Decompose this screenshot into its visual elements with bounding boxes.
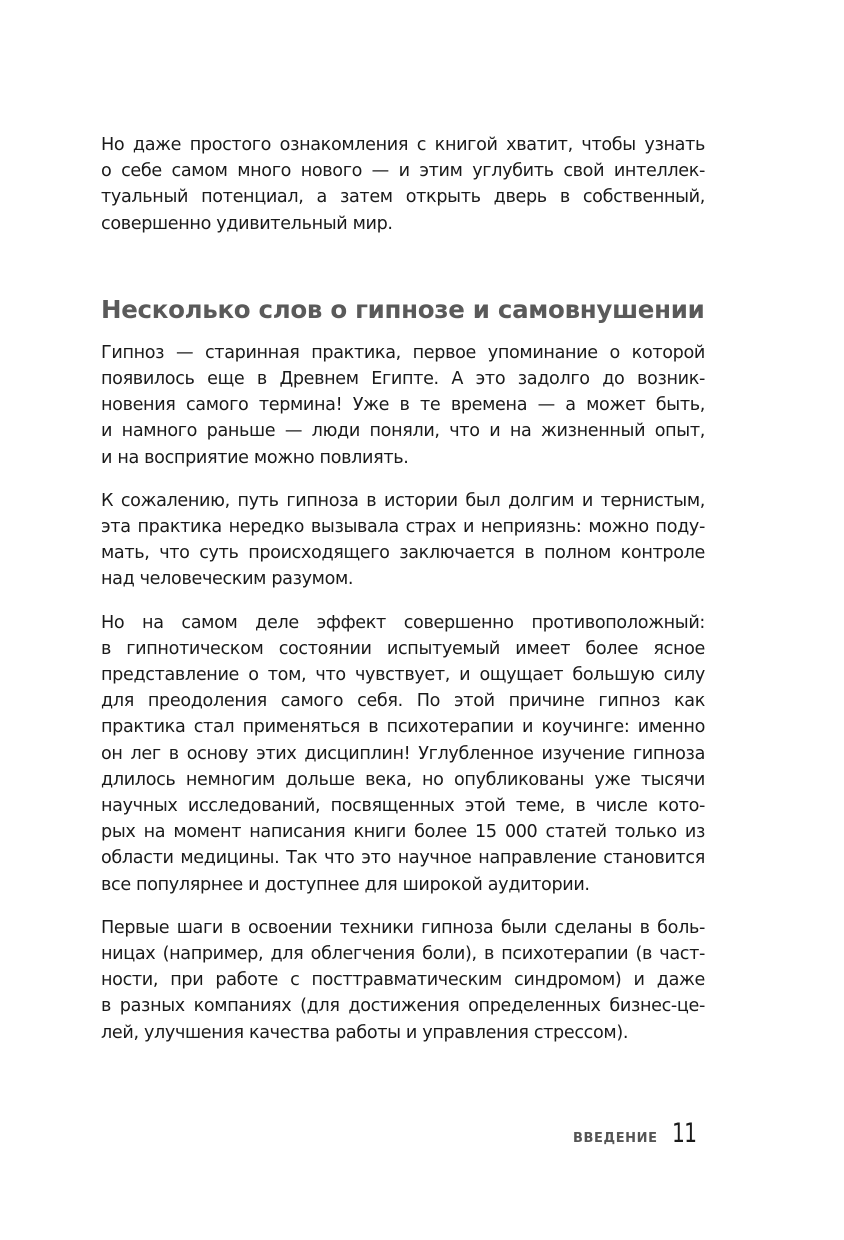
page-footer [573, 1118, 704, 1149]
paragraph-fear [101, 488, 705, 593]
text-line: новения самого термина! Уже в те времена — а может быть, [101, 395, 705, 416]
text-line: Первые шаги в освоении техники гипноза были сделаны в боль- [101, 917, 705, 938]
text-line: и намного раньше — люди поняли, что и на жизненный опыт, [101, 421, 705, 442]
section-title: Несколько слов о гипнозе и самовнушении [101, 294, 705, 324]
text-line: ности, при работе с посттравматическим синдромом) и даже [101, 970, 705, 991]
text-line: научных исследований, посвященных этой теме, в числе кото- [101, 796, 705, 817]
text-line: Но даже простого ознакомления с книгой хватит, чтобы узнать [101, 135, 705, 155]
text-line: представление о том, что чувствует, и ощущает большую силу [101, 665, 705, 686]
text-line: над человеческим разумом. [101, 569, 354, 590]
text-line: рых на момент написания книги более 15 000 статей только из [101, 822, 705, 843]
chapter-label: ВВЕДЕНИЕ [573, 1131, 658, 1146]
text-line: и на восприятие можно повлиять. [101, 447, 409, 468]
text-line: совершенно удивительный мир. [101, 213, 393, 234]
text-line: ницах (например, для облегчения боли), в психотерапии (в част- [101, 944, 705, 965]
text-line: лей, улучшения качества работы и управления стрессом). [101, 1022, 629, 1043]
text-line: все популярнее и доступнее для широкой аудитории. [101, 874, 590, 895]
text-line: Но на самом деле эффект совершенно противоположный: [101, 612, 705, 633]
text-line: длилось немногим дольше века, но опубликованы уже тысячи [101, 769, 705, 790]
text-line: в гипнотическом состоянии испытуемый имеет более ясное [101, 638, 705, 659]
text-line: К сожалению, путь гипноза в истории был долгим и тернистым, [101, 490, 705, 511]
paragraph-first-steps [101, 915, 705, 1046]
text-line: Гипноз — старинная практика, первое упоминание о которой [101, 342, 705, 363]
text-line: мать, что суть происходящего заключается в полном контроле [101, 543, 705, 564]
paragraph-effect [101, 610, 705, 898]
text-line: о себе самом много нового — и этим углубить свой интеллек- [101, 161, 705, 182]
text-line: туальный потенциал, а затем открыть дверь в собственный, [101, 187, 705, 208]
text-line: практика стал применяться в психотерапии и коучинге: именно [101, 717, 705, 738]
text-line: в разных компаниях (для достижения определенных бизнес-це- [101, 996, 705, 1017]
text-line: он лег в основу этих дисциплин! Углубленное изучение гипноза [101, 743, 705, 764]
text-line: появилось еще в Древнем Египте. А это задолго до возник- [101, 369, 705, 390]
text-line: области медицины. Так что это научное направление становится [101, 848, 705, 869]
paragraph-history [101, 340, 705, 471]
page-number: 11 [671, 1118, 696, 1149]
text-line: для преодоления самого себя. По этой причине гипноз как [101, 691, 705, 712]
intro-paragraph [101, 132, 705, 237]
text-line: эта практика нередко вызывала страх и неприязнь: можно поду- [101, 517, 705, 538]
page-body [101, 132, 705, 1046]
